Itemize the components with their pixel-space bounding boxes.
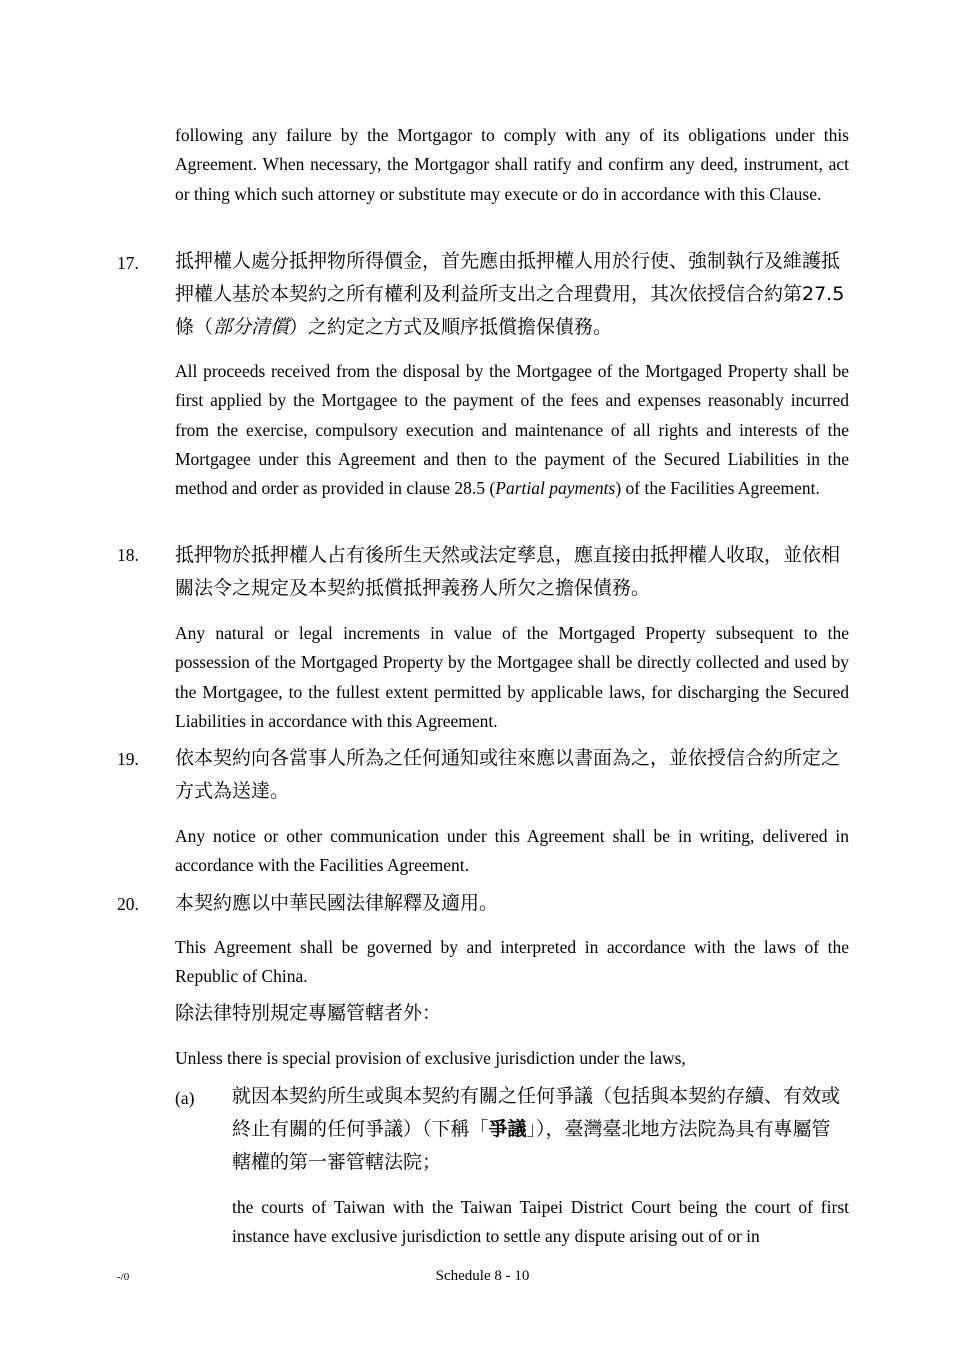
clause-19-english: Any notice or other communication under this Agreement shall be in writing, delivered in accordance with the Facilities Agreement. [175, 826, 849, 876]
subclause-a-chinese-part-b: 」），臺灣臺北地方法院為具有專屬管轄權的第一審管轄法院； [232, 1118, 831, 1173]
clause-20-number: 20. [117, 894, 139, 914]
subclause-a-chinese-part-a: 就因本契約所生或與本契約有關之任何爭議（包括與本契約存續、有效或終止有關的任何爭議）（下稱「 [232, 1085, 841, 1140]
footer-page-label: Schedule 8 - 10 [435, 1268, 530, 1284]
clause-19-chinese: 依本契約向各當事人所為之任何通知或往來應以書面為之，並依授信合約所定之方式為送達。 [175, 747, 841, 802]
clause-17-english-italic: Partial payments [495, 478, 616, 499]
clause-17-english [175, 357, 849, 503]
clause-17-chinese [175, 245, 849, 344]
clause-17-chinese-italic: 部分清償 [213, 316, 290, 338]
subclause-a-english: the courts of Taiwan with the Taiwan Taipei District Court being the court of first instance have exclusive jurisdiction to settle any dispute arising out of or in [232, 1197, 849, 1247]
clause-17-english-part-a: All proceeds received from the disposal by the Mortgagee of the Mortgaged Property shall be first applied by the Mortgagee to the payment of the fees and expenses reasonably incurred from the exercise, compulsory execution and maintenance of all rights and interests of the Mortgagee under this Agreement and then to the payment of the Secured Liabilities in the method and order as provided in clause 28.5 ( [175, 361, 849, 499]
footer-document-code: -/0 [117, 1271, 130, 1283]
clause-19-number: 19. [117, 749, 139, 769]
clause-17-number: 17. [117, 253, 139, 273]
subclause-a-letter: (a) [175, 1088, 195, 1108]
subclause-a-chinese [232, 1080, 849, 1179]
clause-18-number: 18. [117, 545, 139, 565]
clause-20-english: This Agreement shall be governed by and interpreted in accordance with the laws of the Republic of China. [175, 937, 849, 987]
clause-18-chinese: 抵押物於抵押權人占有後所生天然或法定孳息，應直接由抵押權人收取，並依相關法令之規定及本契約抵償抵押義務人所欠之擔保債務。 [175, 544, 841, 599]
intro-paragraph: following any failure by the Mortgagor to comply with any of its obligations under this Agreement. When necessary, the Mortgagor shall ratify and confirm any deed, instrument, act or thing which such attorney or substitute may execute or do in accordance with this Clause. [175, 125, 849, 204]
clause-18-english: Any natural or legal increments in value of the Mortgaged Property subsequent to the possession of the Mortgaged Property by the Mortgagee shall be directly collected and used by the Mortgagee, to the fullest extent permitted by applicable laws, for discharging the Secured Liabilities in accordance with this Agreement. [175, 623, 849, 731]
clause-20-chinese: 本契約應以中華民國法律解釋及適用。 [175, 892, 499, 914]
clause-20-chinese-jurisdiction: 除法律特別規定專屬管轄者外： [175, 1002, 442, 1024]
subclause-a-chinese-bold: 爭議 [488, 1118, 527, 1140]
clause-17-chinese-part-a: 抵押權人處分抵押物所得價金，首先應由抵押權人用於行使、強制執行及維護抵押權人基於本契約之所有權利及利益所支出之合理費用，其次依授信合約第27.5條（ [175, 250, 845, 338]
clause-17-chinese-part-b: ）之約定之方式及順序抵償擔保債務。 [289, 316, 613, 338]
clause-17-english-part-b: ) of the Facilities Agreement. [615, 478, 820, 499]
clause-20-english-jurisdiction: Unless there is special provision of exclusive jurisdiction under the laws, [175, 1048, 686, 1068]
